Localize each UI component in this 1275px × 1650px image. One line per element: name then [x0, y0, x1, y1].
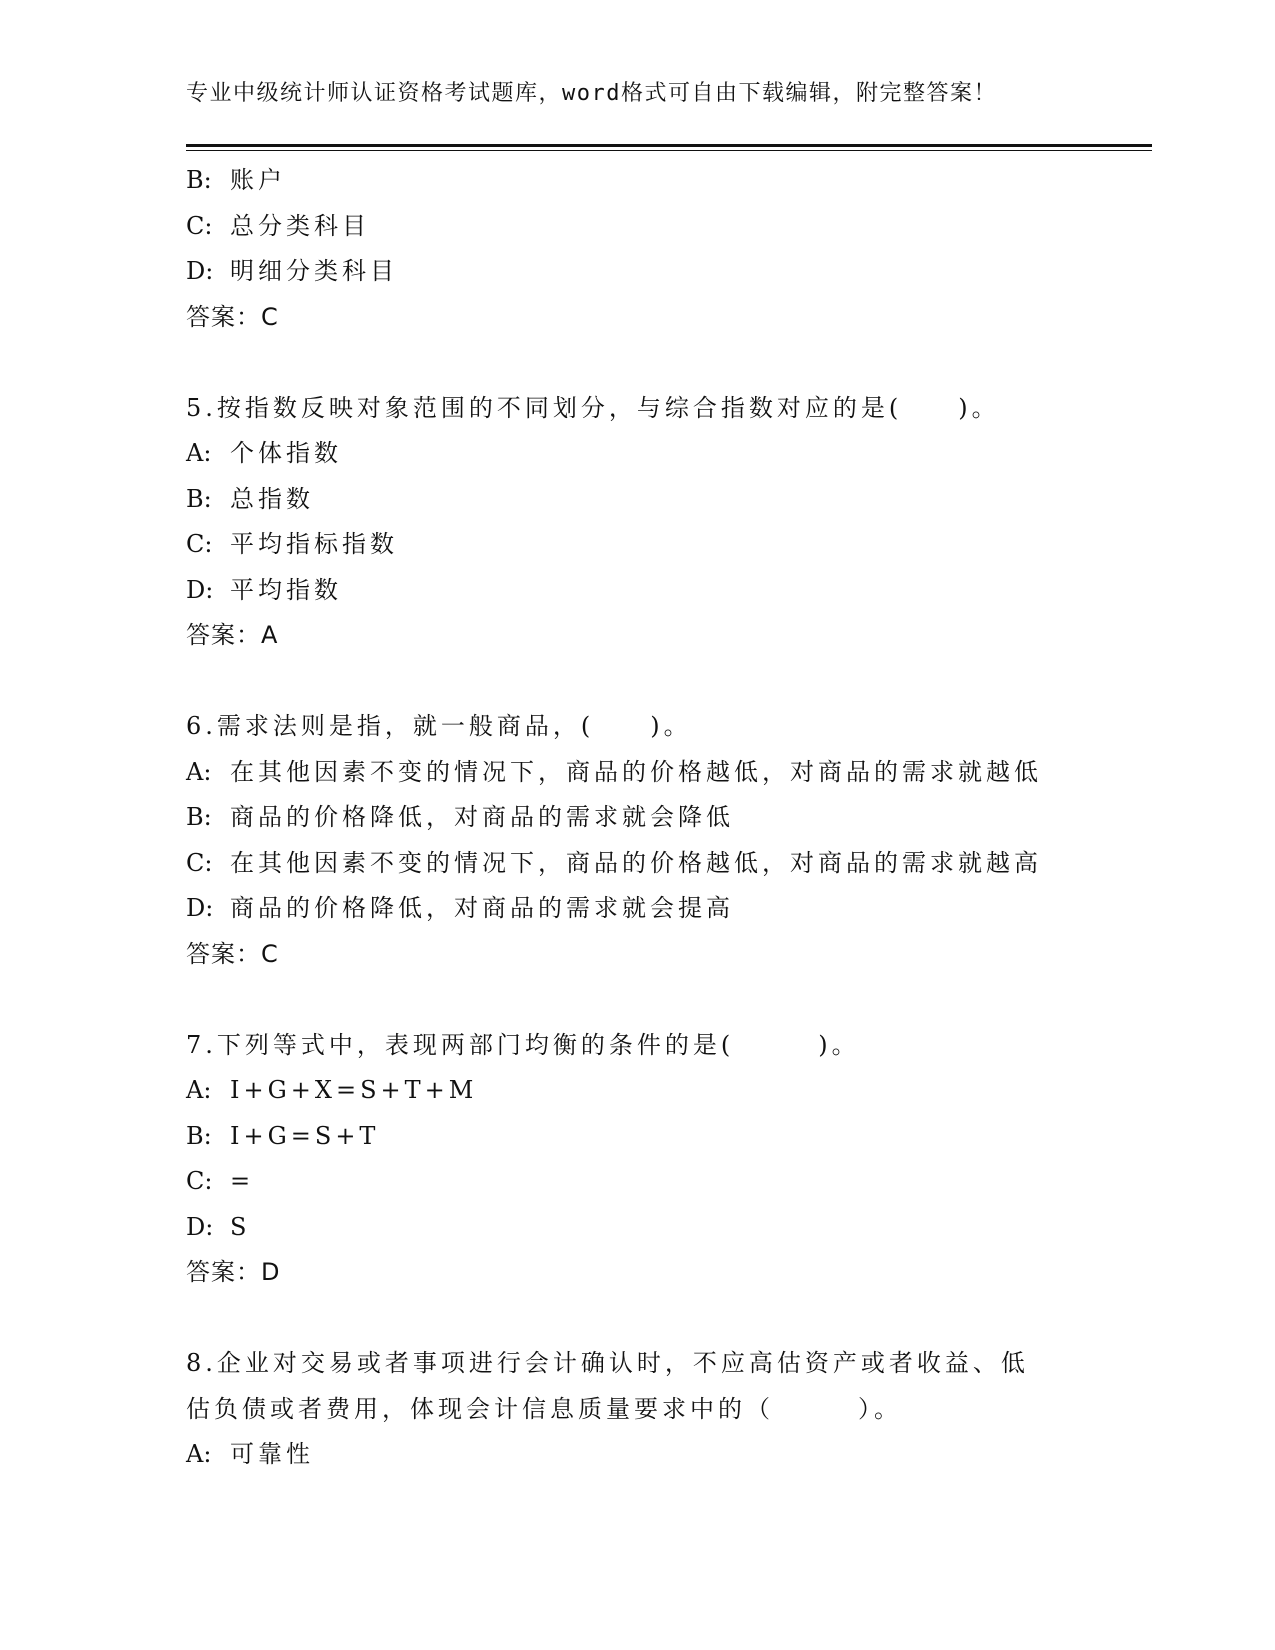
question-stem: 5.按指数反映对象范围的不同划分，与综合指数对应的是( )。	[186, 393, 1000, 422]
answer-line: 答案：D	[186, 1258, 281, 1286]
spacer	[186, 977, 1166, 1023]
option-line	[186, 886, 1166, 932]
option-line	[186, 841, 1166, 887]
option-letter: A:	[186, 1440, 212, 1468]
option-letter: C:	[186, 848, 213, 877]
question-content	[186, 158, 1166, 1478]
spacer	[186, 340, 1166, 386]
option-text: 商品的价格降低，对商品的需求就会降低	[230, 803, 734, 831]
answer-line: 答案：A	[186, 621, 279, 649]
option-text: I+G=S+T	[230, 1121, 380, 1150]
option-line	[186, 1432, 1166, 1478]
option-line	[186, 1114, 1166, 1160]
option-line	[186, 522, 1166, 568]
option-line	[186, 568, 1166, 614]
option-letter: C:	[186, 1167, 213, 1195]
option-letter: D:	[186, 894, 214, 922]
option-letter: A:	[186, 757, 212, 786]
option-letter: A:	[186, 1076, 212, 1104]
spacer	[186, 1296, 1166, 1342]
option-line	[186, 750, 1166, 796]
option-line	[186, 431, 1166, 477]
option-text: =	[230, 1167, 255, 1195]
option-text: 明细分类科目	[230, 257, 398, 285]
option-line	[186, 795, 1166, 841]
option-line	[186, 204, 1166, 250]
option-text: I+G+X=S+T+M	[230, 1076, 478, 1104]
page-header: 专业中级统计师认证资格考试题库，word格式可自由下载编辑，附完整答案！	[186, 81, 997, 106]
option-text: S	[230, 1212, 251, 1241]
option-letter: D:	[186, 257, 214, 285]
question-stem: 8.企业对交易或者事项进行会计确认时，不应高估资产或者收益、低	[186, 1349, 1029, 1377]
option-text: 总指数	[230, 484, 314, 513]
option-text: 平均指数	[230, 575, 342, 604]
option-line	[186, 158, 1166, 204]
option-text: 平均指标指数	[230, 530, 398, 558]
question-stem: 6.需求法则是指，就一般商品，( )。	[186, 712, 692, 740]
option-letter: A:	[186, 439, 212, 467]
header-divider-thick	[186, 144, 1152, 147]
option-letter: B:	[186, 1121, 212, 1150]
header-divider-thin	[186, 150, 1152, 151]
question-stem-continued: 估负债或者费用，体现会计信息质量要求中的（ ）。	[186, 1394, 902, 1423]
option-text: 在其他因素不变的情况下，商品的价格越低，对商品的需求就越低	[230, 757, 1042, 786]
option-letter: B:	[186, 166, 212, 194]
option-line	[186, 1205, 1166, 1251]
option-letter: D:	[186, 1212, 214, 1241]
option-text: 商品的价格降低，对商品的需求就会提高	[230, 894, 734, 922]
option-text: 账户	[230, 166, 286, 194]
option-letter: C:	[186, 211, 213, 240]
option-line	[186, 1159, 1166, 1205]
option-line	[186, 1068, 1166, 1114]
question-stem: 7.下列等式中，表现两部门均衡的条件的是( )。	[186, 1030, 860, 1059]
option-text: 总分类科目	[230, 211, 370, 240]
option-text: 可靠性	[230, 1440, 314, 1468]
option-letter: B:	[186, 484, 212, 513]
option-line	[186, 249, 1166, 295]
answer-line: 答案：C	[186, 939, 279, 968]
option-letter: C:	[186, 530, 213, 558]
spacer	[186, 659, 1166, 705]
option-letter: D:	[186, 575, 214, 604]
option-letter: B:	[186, 803, 212, 831]
answer-line: 答案：C	[186, 302, 279, 331]
option-text: 在其他因素不变的情况下，商品的价格越低，对商品的需求就越高	[230, 848, 1042, 877]
option-line	[186, 477, 1166, 523]
option-text: 个体指数	[230, 439, 342, 467]
